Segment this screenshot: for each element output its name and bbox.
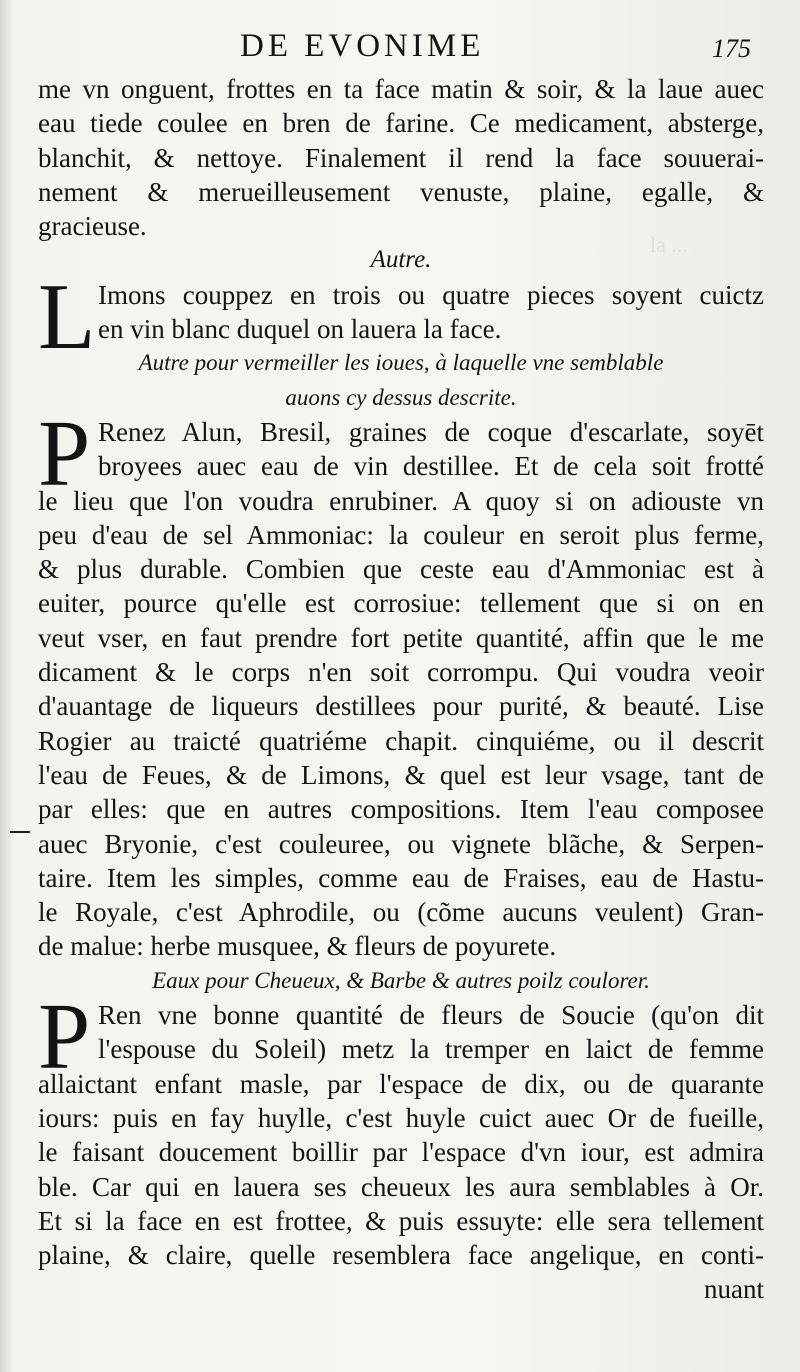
text-line: veut vser, en faut prendre fort petite quantité, affin que le me	[38, 622, 764, 653]
text-line: plaine, & claire, quelle resemblera face angelique, en conti-	[38, 1240, 764, 1271]
text-line: allaictant enfant masle, par l'espace de dix, ou de quarante	[38, 1068, 764, 1099]
text-line: blanchit, & nettoye. Finalement il rend la face souuerai-	[38, 142, 764, 173]
text-line: Imons couppez en trois ou quatre pieces soyent cuictz	[98, 279, 764, 310]
margin-mark	[10, 831, 30, 833]
drop-cap: P	[38, 401, 91, 506]
text-line: le Royale, c'est Aphrodile, ou (cõme aucuns veulent) Gran-	[38, 897, 764, 928]
catchword: nuant	[704, 1274, 764, 1305]
text-line: Renez Alun, Bresil, graines de coque d'escarlate, soyēt	[98, 416, 764, 447]
page-header	[0, 28, 800, 72]
text-line: par elles: que en autres compositions. Item l'eau composee	[38, 794, 764, 825]
text-line: euiter, pource qu'elle est corrosiue: tellement que si on en	[38, 588, 764, 619]
text-line: l'eau de Feues, & de Limons, & quel est leur vsage, tant de	[38, 759, 764, 790]
text-line: eau tiede coulee en bren de farine. Ce medicament, absterge,	[38, 108, 764, 139]
text-line: gracieuse.	[38, 211, 147, 242]
paragraph-4	[38, 985, 764, 1272]
drop-cap: P	[38, 985, 91, 1090]
section-heading-eaux: Eaux pour Cheueux, & Barbe & autres poilz coulorer.	[152, 967, 650, 993]
text-line: dicament & le corps n'en soit corrompu. Qui voudra veoir	[38, 657, 764, 688]
text-line: l'espouse du Soleil) metz la tremper en laict de femme	[98, 1034, 764, 1065]
paragraph-3	[38, 401, 764, 964]
text-line: de malue: herbe musquee, & fleurs de poyurete.	[38, 931, 557, 962]
text-line: taire. Item les simples, comme eau de Fraises, eau de Hastu-	[38, 862, 764, 893]
text-line: d'auantage de liqueurs destillees pour purité, & beauté. Lise	[38, 691, 764, 722]
section-heading-autre: Autre.	[370, 246, 432, 274]
section-heading-vermeiller-cont: auons cy dessus descrite.	[285, 384, 517, 410]
text-line: nement & merueilleusement venuste, plaine, egalle, &	[38, 176, 764, 207]
text-line: iours: puis en fay huylle, c'est huyle cuict auec Or de fueille,	[38, 1102, 764, 1133]
running-title: DE EVONIME	[240, 28, 485, 64]
text-line: le lieu que l'on voudra enrubiner. A quoy si on adiouste vn	[38, 485, 764, 516]
body-text	[38, 72, 764, 1307]
page-number: 175	[712, 34, 751, 63]
text-line: Ren vne bonne quantité de fleurs de Soucie (qu'on dit	[98, 1000, 764, 1031]
text-line: ble. Car qui en lauera ses cheueux les aura semblables à Or.	[38, 1171, 764, 1202]
text-line: peu d'eau de sel Ammoniac: la couleur en seroit plus ferme,	[38, 519, 764, 550]
text-line: en vin blanc duquel on lauera la face.	[98, 314, 502, 345]
section-heading-vermeiller: Autre pour vermeiller les ioues, à laquelle vne semblable	[138, 350, 664, 376]
show-through-text: la ...	[650, 232, 688, 257]
text-line: Rogier au traicté quatriéme chapit. cinquiéme, ou il descrit	[38, 725, 764, 756]
text-line: me vn onguent, frottes en ta face matin & soir, & la laue auec	[38, 74, 764, 104]
text-line: le faisant doucement boillir par l'espace d'vn iour, est admira	[38, 1137, 764, 1168]
text-line: & plus durable. Combien que ceste eau d'Ammoniac est à	[38, 554, 764, 585]
text-line: auec Bryonie, c'est couleuree, ou vignete blãche, & Serpen-	[38, 828, 764, 859]
text-line: Et si la face en est frottee, & puis essuyte: elle sera tellement	[38, 1205, 764, 1236]
drop-cap: L	[38, 264, 96, 369]
paragraph-1	[38, 72, 764, 243]
text-line: broyees auec eau de vin destillee. Et de cela soit frotté	[98, 451, 764, 482]
